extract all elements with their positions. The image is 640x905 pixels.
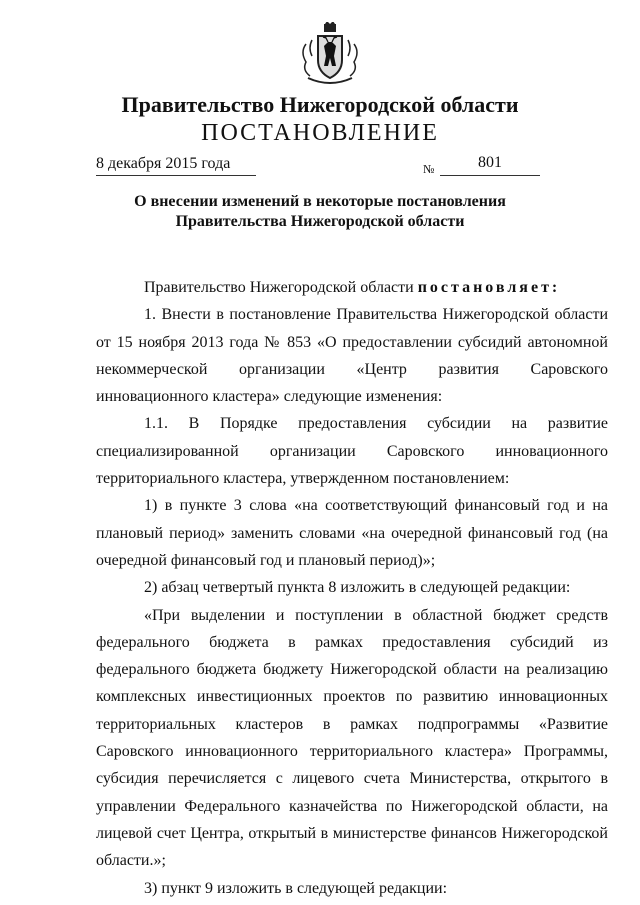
subject-line-1: О внесении изменений в некоторые постановления <box>134 193 506 210</box>
document-body <box>96 274 608 902</box>
subject-line-2: Правительства Нижегородской области <box>175 213 465 230</box>
government-name: Правительство Нижегородской области <box>121 92 519 117</box>
paragraph-item-1: 1) в пункте 3 слова «на соответствующий финансовый год и на плановый период» заменить словами «на очередной финансовый год (на очередной финансовый год и плановый период)»; <box>96 497 608 569</box>
paragraph-item-3: 3) пункт 9 изложить в следующей редакции: <box>144 879 448 897</box>
intro-verb: постановляет: <box>417 279 561 296</box>
number-label: № <box>423 162 435 176</box>
date-underline <box>96 175 256 176</box>
paragraph-item-2: 2) абзац четвертый пункта 8 изложить в следующей редакции: <box>144 579 571 597</box>
intro-paragraph <box>96 274 608 301</box>
paragraph-1: 1. Внести в постановление Правительства Нижегородской области от 15 ноября 2013 года № 853 «О предоставлении субсидий автономной некоммерческой организации «Центр развития Саровского инновационного кластера» следующие изменения: <box>96 306 608 406</box>
intro-prefix: Правительство Нижегородской области <box>144 279 414 296</box>
document-subject <box>0 192 640 232</box>
document-number: 801 <box>478 154 502 171</box>
document-type: ПОСТАНОВЛЕНИЕ <box>201 120 439 146</box>
paragraph-quote: «При выделении и поступлении в областной бюджет средств федерального бюджета в рамках предоставления субсидий из федерального бюджета бюджету Нижегородской области на реализацию комплексных инвестиционных проектов по развитию инновационных территориальных кластеров в рамках подпрограммы «Развитие Саровского инновационного территориального кластера» Программы, субсидия перечисляется с лицевого счета Министерства, открытого в управлении Федерального казначейства по Нижегородской области, на лицевой счет Центра, открытый в министерстве финансов Нижегородской области.»; <box>96 606 608 870</box>
paragraph-1-1: 1.1. В Порядке предоставления субсидии на развитие специализированной организации Саровского инновационного территориального кластера, утвержденном постановлением: <box>96 415 608 488</box>
coat-of-arms-emblem <box>298 22 362 86</box>
number-underline <box>440 175 540 176</box>
document-date: 8 декабря 2015 года <box>96 155 231 172</box>
